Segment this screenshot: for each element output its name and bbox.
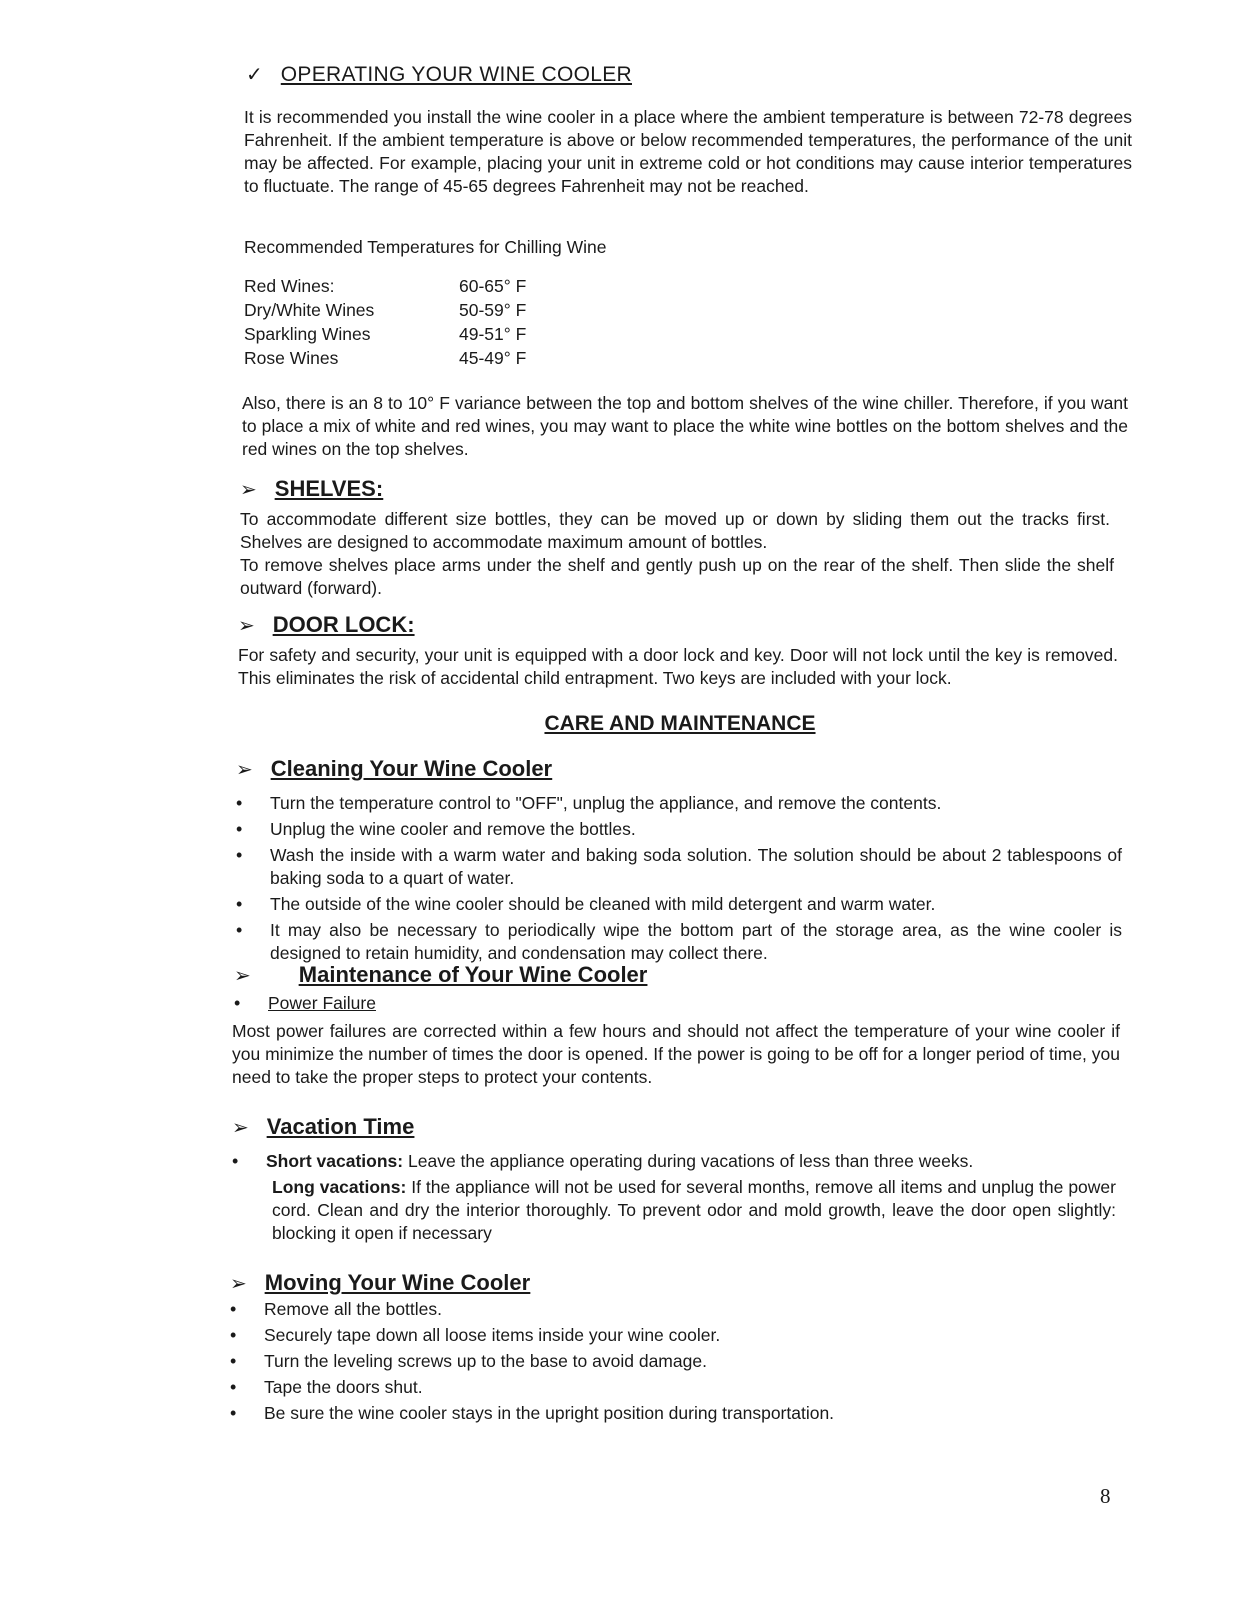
cleaning-heading (236, 756, 552, 782)
cleaning-list (236, 792, 1122, 968)
table-row (244, 276, 526, 300)
power-failure-paragraph: Most power failures are corrected within a few hours and should not affect the temperature of your wine cooler if you minimize the number of times the door is opened. If the power is going to be off for a longer period of time, you need to take the proper steps to protect your contents. (232, 1021, 1120, 1087)
table-row (244, 300, 526, 324)
arrow-bullet-icon: ➢ (238, 615, 255, 637)
operating-title: OPERATING YOUR WINE COOLER (280, 63, 632, 86)
arrow-bullet-icon: ➢ (240, 479, 257, 501)
list-item: • Unplug the wine cooler and remove the bottles. (236, 818, 1122, 841)
maintenance-list (234, 992, 634, 1018)
long-vacations-text: If the appliance will not be used for several months, remove all items and unplug the power cord. Clean and dry the interior thoroughly. To prevent odor and mold growth, leave the door open slightly: blocking it open if necessary (272, 1177, 1116, 1243)
wine-temp: 50-59° F (459, 300, 527, 320)
shelves-title: SHELVES: (274, 476, 384, 501)
moving-list (230, 1298, 1110, 1428)
list-item: • Turn the leveling screws up to the base to avoid damage. (230, 1350, 1110, 1373)
wine-name: Rose Wines (244, 348, 339, 368)
temperature-table (244, 276, 526, 372)
list-item: • Remove all the bottles. (230, 1298, 1110, 1321)
operating-heading (246, 62, 632, 87)
variance-paragraph: Also, there is an 8 to 10° F variance between the top and bottom shelves of the wine chiller. Therefore, if you want to place a mix of white and red wines, you may want to place the white wine bottles on the bottom shelves and the red wines on the top shelves. (242, 393, 1128, 459)
arrow-bullet-icon: ➢ (236, 759, 253, 781)
cleaning-title: Cleaning Your Wine Cooler (270, 756, 553, 781)
doorlock-title: DOOR LOCK: (272, 612, 415, 637)
vacation-title: Vacation Time (266, 1114, 415, 1139)
doorlock-paragraph: For safety and security, your unit is equipped with a door lock and key. Door will not lock until the key is removed. This eliminates the risk of accidental child entrapment. Two keys are included with your lock. (238, 645, 1118, 688)
maintenance-heading (234, 962, 647, 988)
list-item: • Tape the doors shut. (230, 1376, 1110, 1399)
table-row (244, 324, 526, 348)
arrow-bullet-icon: ➢ (230, 1273, 247, 1295)
list-item: • Be sure the wine cooler stays in the upright position during transportation. (230, 1402, 1110, 1425)
arrow-bullet-icon: ➢ (232, 1117, 249, 1139)
wine-temp: 60-65° F (459, 276, 527, 296)
shelves-paragraph-1: To accommodate different size bottles, they can be moved up or down by sliding them out the tracks first. Shelves are designed to accommodate maximum amount of bottles. (240, 509, 1110, 552)
maintenance-title: Maintenance of Your Wine Cooler (298, 962, 648, 987)
table-row (244, 348, 526, 372)
temps-title: Recommended Temperatures for Chilling Wine (244, 237, 607, 257)
power-failure-label: Power Failure (268, 993, 376, 1013)
list-item (232, 1150, 1116, 1173)
wine-temp: 45-49° F (459, 348, 527, 368)
long-vacations-label: Long vacations: (272, 1177, 407, 1197)
doorlock-heading (238, 612, 415, 638)
list-item: • It may also be necessary to periodically wipe the bottom part of the storage area, as the wine cooler is designed to retain humidity, and condensation may collect there. (236, 919, 1122, 965)
vacation-heading (232, 1114, 414, 1140)
shelves-heading (240, 476, 383, 502)
long-vacations-paragraph (272, 1176, 1116, 1245)
list-item: • Wash the inside with a warm water and baking soda solution. The solution should be about 2 tablespoons of baking soda to a quart of water. (236, 844, 1122, 890)
intro-paragraph: It is recommended you install the wine cooler in a place where the ambient temperature is between 72-78 degrees Fahrenheit. If the ambient temperature is above or below recommended temperatures, the performance of the unit may be affected. For example, placing your unit in extreme cold or hot conditions may cause interior temperatures to fluctuate. The range of 45-65 degrees Fahrenheit may not be reached. (244, 107, 1132, 196)
wine-name: Red Wines: (244, 276, 335, 296)
list-item (234, 992, 634, 1015)
list-item: • The outside of the wine cooler should be cleaned with mild detergent and warm water. (236, 893, 1122, 916)
list-item: • Securely tape down all loose items inside your wine cooler. (230, 1324, 1110, 1347)
care-maintenance-title: CARE AND MAINTENANCE (544, 712, 816, 735)
short-vacations-text: Leave the appliance operating during vacations of less than three weeks. (408, 1151, 974, 1171)
short-vacations-label: Short vacations: (266, 1151, 404, 1171)
wine-temp: 49-51° F (459, 324, 527, 344)
moving-heading (230, 1270, 530, 1296)
list-item: • Turn the temperature control to "OFF", unplug the appliance, and remove the contents. (236, 792, 1122, 815)
page-number: 8 (1100, 1484, 1111, 1508)
wine-name: Sparkling Wines (244, 324, 371, 344)
check-mark-icon: ✓ (246, 64, 263, 86)
vacation-list (232, 1150, 1116, 1176)
shelves-paragraph-2: To remove shelves place arms under the shelf and gently push up on the rear of the shelf. Then slide the shelf outward (forward). (240, 555, 1114, 598)
moving-title: Moving Your Wine Cooler (264, 1270, 531, 1295)
wine-name: Dry/White Wines (244, 300, 375, 320)
arrow-bullet-icon: ➢ (234, 965, 251, 987)
